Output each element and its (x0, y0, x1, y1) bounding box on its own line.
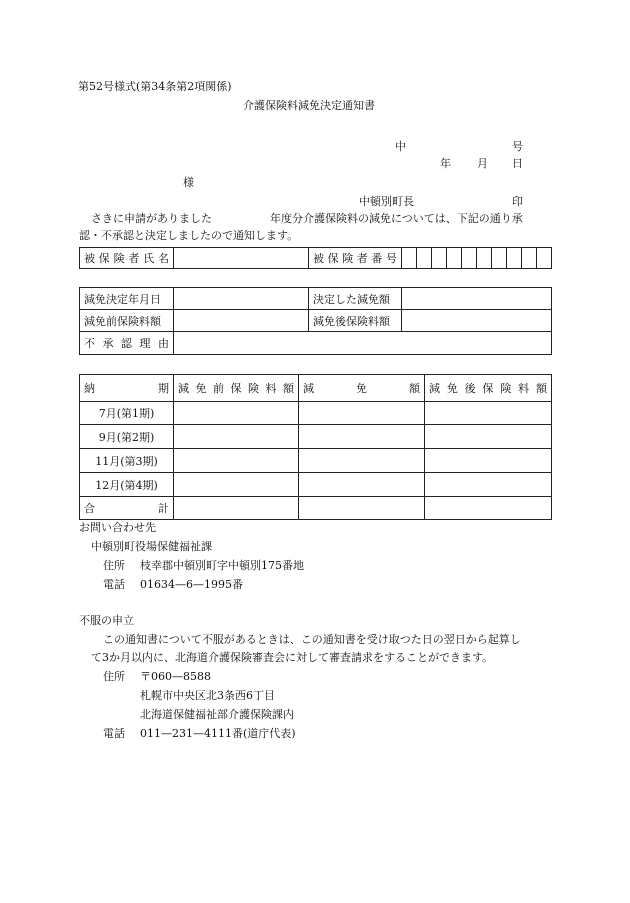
insured-table (79, 247, 552, 269)
insured-number-digit[interactable] (417, 248, 432, 269)
ref-go: 号 (512, 140, 523, 153)
amount-cell[interactable] (425, 425, 552, 449)
inquiry-heading: お問い合わせ先 (79, 521, 156, 534)
inquiry-address-label: 住所 (103, 559, 125, 572)
intro-line2: 認・不承認と決定しましたので通知します。 (79, 229, 299, 242)
header-after-premium: 減免後保険料額 (425, 375, 552, 402)
installment-table (79, 374, 552, 520)
issuer-name: 中頓別町長 (359, 195, 414, 208)
period-label: 12月(第4期) (80, 473, 174, 497)
amount-cell[interactable] (425, 473, 552, 497)
after-premium-field[interactable] (402, 310, 552, 332)
inquiry-office: 中頓別町役場保健福祉課 (91, 540, 212, 553)
amount-cell[interactable] (299, 473, 425, 497)
before-premium-label: 減免前保険料額 (80, 310, 174, 332)
inquiry-phone: 01634—6—1995番 (140, 578, 243, 591)
decided-amount-label: 決定した減免額 (309, 288, 402, 310)
ref-naka: 中 (395, 140, 406, 153)
appeal-phone: 011—231—4111番(道庁代表) (140, 727, 296, 740)
insured-number-digit[interactable] (447, 248, 462, 269)
inquiry-address: 枝幸郡中頓別町字中頓別175番地 (140, 559, 304, 572)
intro-line1-a: さきに申請がありました (91, 212, 212, 225)
amount-cell[interactable] (425, 402, 552, 425)
insured-number-digit[interactable] (507, 248, 522, 269)
period-label: 7月(第1期) (80, 402, 174, 425)
amount-cell[interactable] (174, 425, 299, 449)
form-number: 第52号様式(第34条第2項関係) (78, 80, 232, 93)
insured-number-label: 被保険者番号 (309, 248, 402, 269)
decision-date-field[interactable] (174, 288, 309, 310)
appeal-postal-code: 〒060—8588 (140, 670, 211, 683)
header-due-period: 納期 (80, 375, 174, 402)
insured-number-digit[interactable] (492, 248, 507, 269)
appeal-address-line2: 北海道保健福祉部介護保険課内 (140, 708, 294, 721)
insured-number-digit[interactable] (477, 248, 492, 269)
appeal-address-label: 住所 (103, 670, 125, 683)
appeal-heading: 不服の申立 (79, 614, 134, 627)
amount-cell[interactable] (174, 449, 299, 473)
before-premium-field[interactable] (174, 310, 309, 332)
amount-cell[interactable] (174, 402, 299, 425)
addressee-sama: 様 (183, 176, 194, 189)
amount-cell[interactable] (299, 402, 425, 425)
after-premium-label: 減免後保険料額 (309, 310, 402, 332)
total-cell[interactable] (425, 497, 552, 520)
inquiry-phone-label: 電話 (103, 578, 125, 591)
date-year: 年 (440, 157, 451, 170)
insured-number-digit[interactable] (462, 248, 477, 269)
appeal-phone-label: 電話 (103, 727, 125, 740)
decision-date-label: 減免決定年月日 (80, 288, 174, 310)
insured-name-label: 被保険者氏名 (80, 248, 174, 269)
amount-cell[interactable] (299, 425, 425, 449)
appeal-text-line2: て3か月以内に、北海道介護保険審査会に対して審査請求をすることができます。 (91, 651, 494, 664)
rejection-reason-label: 不承認理由 (80, 332, 174, 355)
insured-number-digit[interactable] (537, 248, 552, 269)
period-label: 9月(第2期) (80, 425, 174, 449)
total-cell[interactable] (299, 497, 425, 520)
amount-cell[interactable] (425, 449, 552, 473)
appeal-address-line1: 札幌市中央区北3条西6丁目 (140, 689, 275, 702)
header-before-premium: 減免前保険料額 (174, 375, 299, 402)
decided-amount-field[interactable] (402, 288, 552, 310)
insured-name-field[interactable] (174, 248, 309, 269)
insured-number-digit[interactable] (522, 248, 537, 269)
decision-table (79, 287, 552, 355)
document-title: 介護保険料減免決定通知書 (243, 99, 375, 112)
insured-number-digit[interactable] (432, 248, 447, 269)
date-day: 日 (512, 157, 523, 170)
date-month: 月 (477, 157, 488, 170)
period-label: 11月(第3期) (80, 449, 174, 473)
total-cell[interactable] (174, 497, 299, 520)
total-label: 合計 (80, 497, 174, 520)
amount-cell[interactable] (299, 449, 425, 473)
seal-mark: 印 (512, 195, 523, 208)
amount-cell[interactable] (174, 473, 299, 497)
appeal-text-line1: この通知書について不服があるときは、この通知書を受け取つた日の翌日から起算し (103, 633, 521, 646)
insured-number-digit[interactable] (402, 248, 417, 269)
header-reduction: 減免額 (299, 375, 425, 402)
intro-line1-b: 年度分介護保険料の減免については、下記の通り承 (270, 212, 523, 225)
rejection-reason-field[interactable] (174, 332, 552, 355)
